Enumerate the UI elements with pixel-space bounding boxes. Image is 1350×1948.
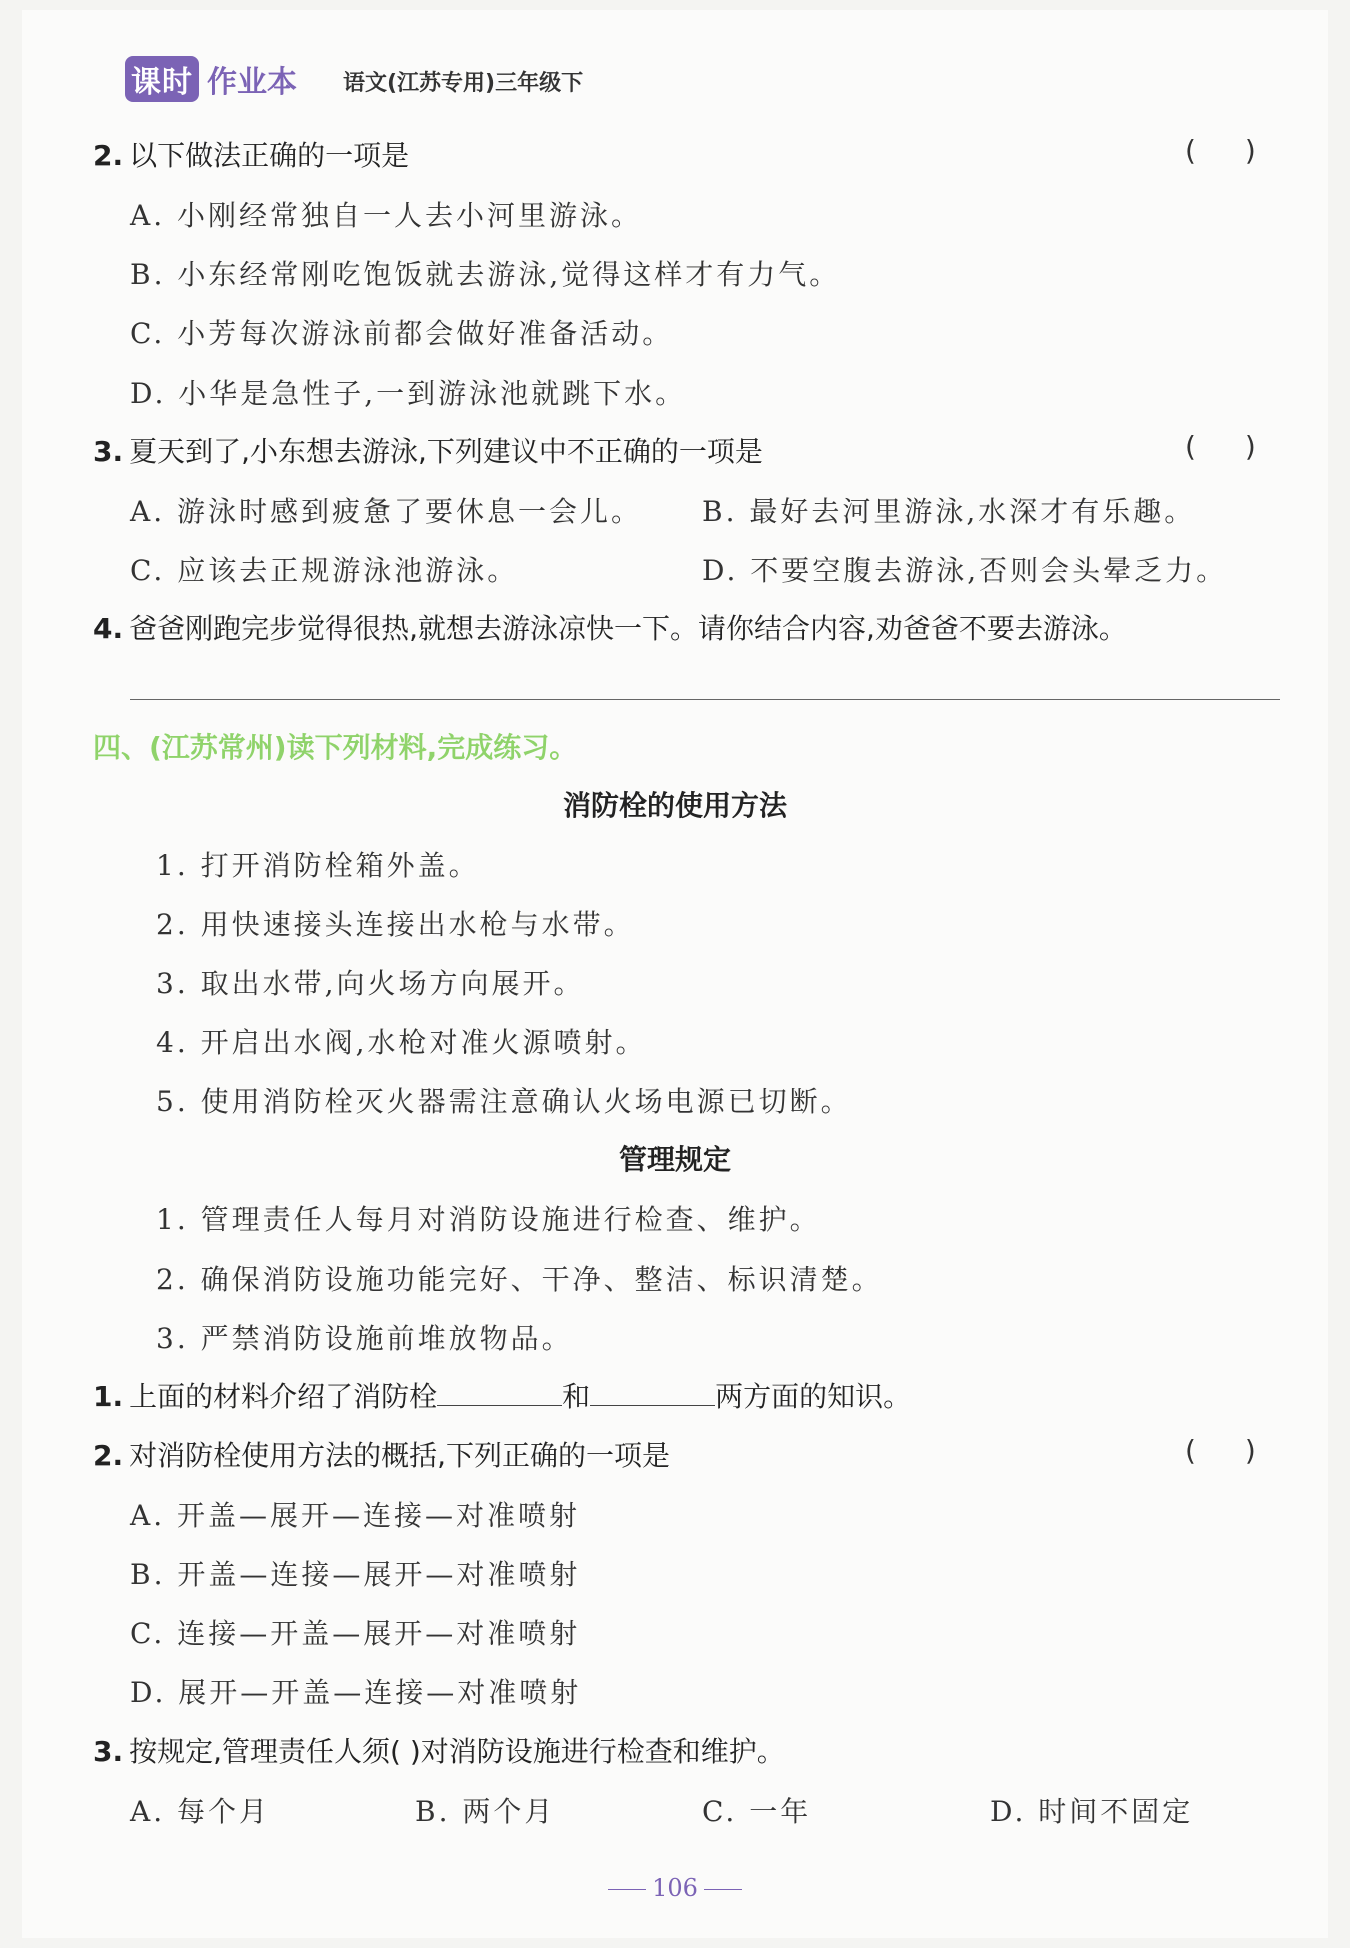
book-subtitle: 语文(江苏专用)三年级下 bbox=[343, 71, 584, 96]
rule-item: 1. 管理责任人每月对消防设施进行检查、维护。 bbox=[156, 1203, 821, 1236]
question-3: 3. 按规定,管理责任人须( )对消防设施进行检查和维护。 bbox=[93, 1735, 785, 1768]
section-heading: 四、(江苏常州)读下列材料,完成练习。 bbox=[93, 731, 578, 764]
rule-item: 3. 严禁消防设施前堆放物品。 bbox=[156, 1322, 573, 1355]
option-d[interactable]: D. 时间不固定 bbox=[990, 1795, 1194, 1828]
option-a[interactable]: A. 小刚经常独自一人去小河里游泳。 bbox=[130, 199, 643, 232]
option-a[interactable]: A. 每个月 bbox=[130, 1795, 271, 1828]
question-3: 3. 夏天到了,小东想去游泳,下列建议中不正确的一项是 bbox=[93, 435, 763, 468]
logo-badge: 课时 bbox=[125, 56, 199, 102]
option-c[interactable]: C. 小芳每次游泳前都会做好准备活动。 bbox=[130, 317, 674, 350]
fill-blank[interactable] bbox=[437, 1381, 562, 1406]
page-number-dash bbox=[608, 1889, 646, 1890]
question-1: 1. 上面的材料介绍了消防栓 和 两方面的知识。 bbox=[93, 1380, 912, 1413]
step-item: 4. 开启出水阀,水枪对准火源喷射。 bbox=[156, 1026, 647, 1059]
option-a[interactable]: A. 游泳时感到疲惫了要休息一会儿。 bbox=[130, 495, 643, 528]
answer-paren[interactable]: ( ) bbox=[1185, 430, 1256, 463]
question-4: 4. 爸爸刚跑完步觉得很热,就想去游泳凉快一下。请你结合内容,劝爸爸不要去游泳。 bbox=[93, 612, 1127, 645]
question-2: 2. 对消防栓使用方法的概括,下列正确的一项是 bbox=[93, 1439, 671, 1472]
option-d[interactable]: D. 展开—开盖—连接—对准喷射 bbox=[130, 1676, 582, 1709]
question-2: 2. 以下做法正确的一项是 bbox=[93, 139, 410, 172]
option-a[interactable]: A. 开盖—展开—连接—对准喷射 bbox=[130, 1499, 581, 1532]
option-d[interactable]: D. 小华是急性子,一到游泳池就跳下水。 bbox=[130, 377, 687, 410]
rules-title: 管理规定 bbox=[618, 1143, 731, 1176]
option-b[interactable]: B. 开盖—连接—展开—对准喷射 bbox=[130, 1558, 581, 1591]
workbook-logo bbox=[125, 58, 297, 100]
option-b[interactable]: B. 最好去河里游泳,水深才有乐趣。 bbox=[702, 495, 1196, 528]
step-item: 1. 打开消防栓箱外盖。 bbox=[156, 849, 480, 882]
page-number-dash bbox=[704, 1889, 742, 1890]
step-item: 3. 取出水带,向火场方向展开。 bbox=[156, 967, 585, 1000]
option-d[interactable]: D. 不要空腹去游泳,否则会头晕乏力。 bbox=[702, 554, 1228, 587]
answer-line[interactable] bbox=[130, 699, 1280, 700]
page-number: 106 bbox=[0, 1874, 1350, 1902]
rule-item: 2. 确保消防设施功能完好、干净、整洁、标识清楚。 bbox=[156, 1263, 883, 1296]
option-c[interactable]: C. 应该去正规游泳池游泳。 bbox=[130, 554, 519, 587]
step-item: 2. 用快速接头连接出水枪与水带。 bbox=[156, 908, 635, 941]
option-c[interactable]: C. 连接—开盖—展开—对准喷射 bbox=[130, 1617, 581, 1650]
fill-blank[interactable] bbox=[590, 1381, 715, 1406]
option-b[interactable]: B. 两个月 bbox=[415, 1795, 556, 1828]
answer-paren[interactable]: ( ) bbox=[1185, 134, 1256, 167]
option-b[interactable]: B. 小东经常刚吃饱饭就去游泳,觉得这样才有力气。 bbox=[130, 258, 841, 291]
option-c[interactable]: C. 一年 bbox=[702, 1795, 812, 1828]
logo-text: 作业本 bbox=[207, 65, 297, 100]
material-title: 消防栓的使用方法 bbox=[562, 789, 787, 822]
answer-paren[interactable]: ( ) bbox=[1185, 1434, 1256, 1467]
step-item: 5. 使用消防栓灭火器需注意确认火场电源已切断。 bbox=[156, 1085, 852, 1118]
